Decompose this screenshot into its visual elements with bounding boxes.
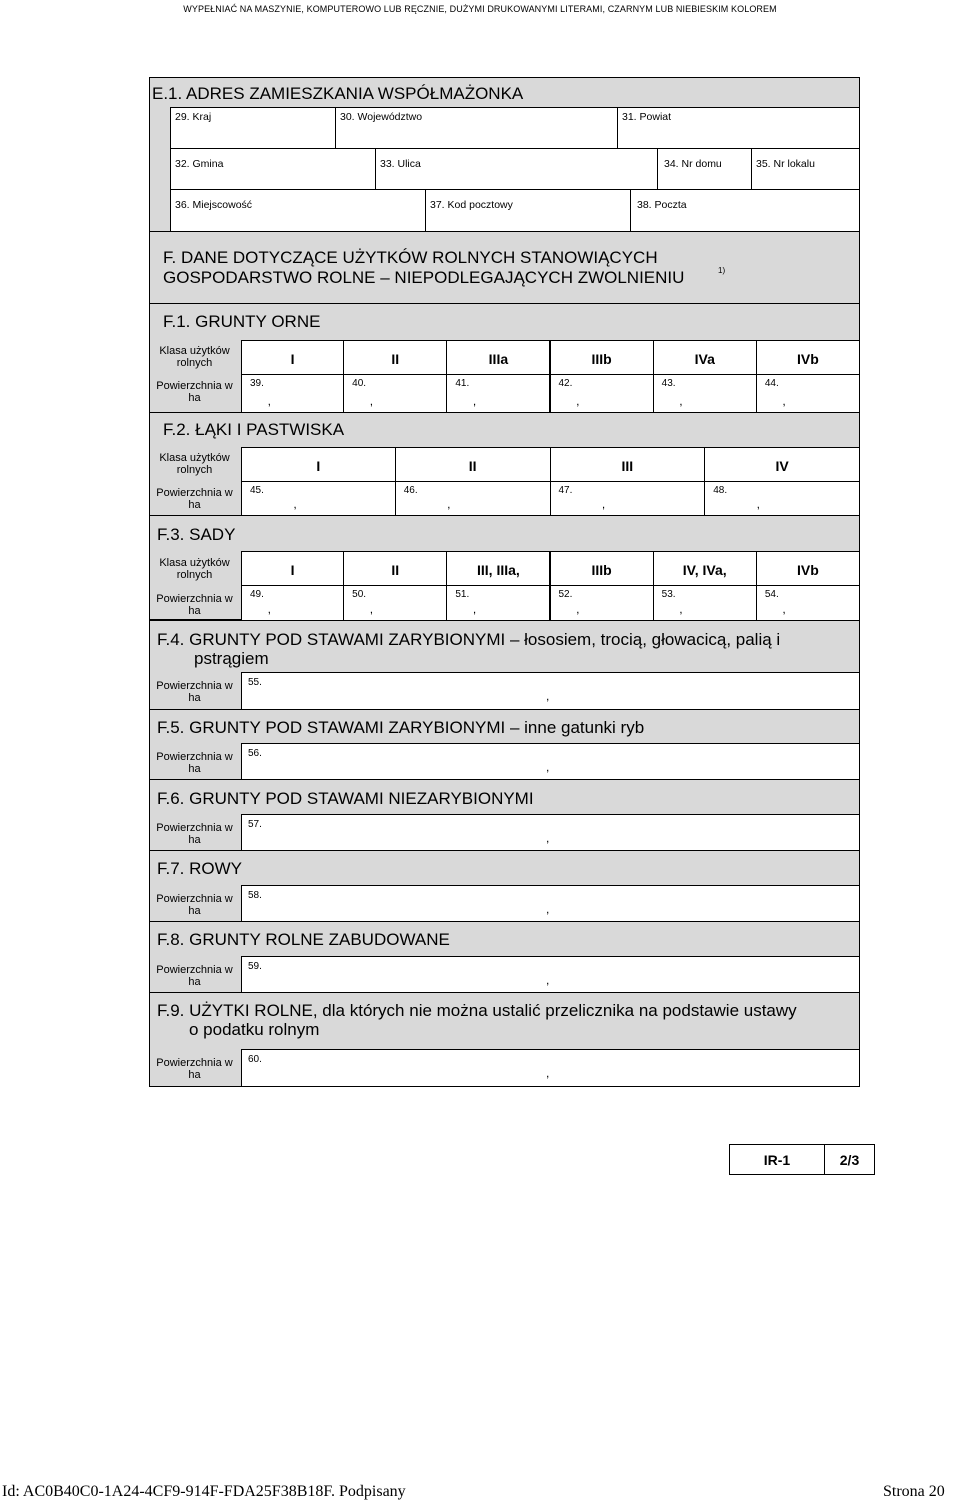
- f2-field-1[interactable]: [241, 481, 396, 516]
- decimal-comma: ,: [546, 902, 550, 916]
- decimal-comma: ,: [546, 1066, 550, 1080]
- powierzchnia-label: Powierzchnia w ha: [156, 822, 233, 846]
- f3-class-6: [756, 551, 860, 586]
- f1-class-4: [550, 340, 654, 375]
- field-number: 60.: [248, 1054, 262, 1065]
- section-f3-title: F.3. SADY: [157, 525, 236, 544]
- field-miejscowosc[interactable]: [170, 189, 426, 232]
- field-number: 39.: [250, 378, 264, 389]
- field-label: 38. Poczta: [637, 199, 687, 211]
- class-label: I: [316, 457, 321, 474]
- powierzchnia-label: Powierzchnia w ha: [156, 380, 233, 404]
- f1-field-2[interactable]: [343, 374, 447, 413]
- f3-class-4: [550, 551, 654, 586]
- f3-class-3: [446, 551, 550, 586]
- decimal-comma: ,: [782, 394, 786, 408]
- decimal-comma: ,: [447, 497, 451, 511]
- section-f8-title: F.8. GRUNTY ROLNE ZABUDOWANE: [157, 930, 450, 949]
- section-f9-title-line1: F.9. UŻYTKI ROLNE, dla których nie można ustalić przelicznika na podstawie ustawy: [157, 1001, 797, 1020]
- section-f4-title-line1: F.4. GRUNTY POD STAWAMI ZARYBIONYMI – łososiem, trocią, głowacicą, palią i: [157, 630, 781, 649]
- field-number: 43.: [661, 378, 676, 389]
- section-f-title-line1: F. DANE DOTYCZĄCE UŻYTKÓW ROLNYCH STANOWIĄCYCH: [163, 248, 658, 267]
- decimal-comma: ,: [546, 760, 550, 774]
- f3-class-1: [241, 551, 344, 586]
- field-number: 51.: [455, 589, 470, 600]
- section-f-title-line2: GOSPODARSTWO ROLNE – NIEPODLEGAJĄCYCH ZWOLNIENIU: [163, 268, 685, 287]
- klasa-label: Klasa użytków rolnych: [159, 557, 230, 581]
- field-number: 45.: [250, 485, 264, 496]
- field-number: 44.: [764, 378, 779, 389]
- field-number: 50.: [352, 589, 367, 600]
- field-kod-pocztowy[interactable]: [425, 189, 631, 232]
- powierzchnia-label: Powierzchnia w ha: [156, 487, 233, 511]
- section-f1-title: F.1. GRUNTY ORNE: [163, 312, 321, 331]
- decimal-comma: ,: [472, 602, 477, 616]
- f3-field-4[interactable]: [550, 585, 654, 621]
- decimal-comma: ,: [782, 602, 786, 616]
- class-label: I: [290, 561, 295, 578]
- decimal-comma: ,: [756, 497, 760, 511]
- field-label: 34. Nr domu: [664, 158, 722, 170]
- field-number: 58.: [248, 890, 262, 901]
- field-number: 56.: [248, 748, 262, 759]
- f2-field-3[interactable]: [550, 481, 706, 516]
- powierzchnia-label: Powierzchnia w ha: [156, 1057, 233, 1081]
- f1-class-3: [446, 340, 550, 375]
- f1-field-5[interactable]: [653, 374, 757, 413]
- class-label: IVa: [694, 350, 715, 367]
- field-gmina[interactable]: [170, 148, 376, 190]
- field-powiat[interactable]: [617, 107, 860, 149]
- decimal-comma: ,: [546, 831, 550, 845]
- field-number: 55.: [248, 677, 262, 688]
- f3-field-2[interactable]: [343, 585, 447, 621]
- field-number: 49.: [250, 589, 264, 600]
- section-f4-title-line2: pstrągiem: [194, 649, 269, 668]
- field-ulica[interactable]: [375, 148, 658, 190]
- section-f5-title: F.5. GRUNTY POD STAWAMI ZARYBIONYMI – inne gatunki ryb: [157, 718, 645, 737]
- f1-class-5: [653, 340, 757, 375]
- powierzchnia-label: Powierzchnia w ha: [156, 680, 233, 704]
- field-number: 47.: [558, 485, 573, 496]
- f3-field-5[interactable]: [653, 585, 757, 621]
- powierzchnia-label: Powierzchnia w ha: [156, 893, 233, 917]
- field-label: 29. Kraj: [175, 111, 212, 123]
- powierzchnia-label: Powierzchnia w ha: [156, 751, 233, 775]
- field-nr-lokalu[interactable]: [751, 148, 860, 190]
- section-f6-title: F.6. GRUNTY POD STAWAMI NIEZARYBIONYMI: [157, 789, 534, 808]
- field-number: 57.: [248, 819, 262, 830]
- f1-class-1: [241, 340, 344, 375]
- fill-instruction-note: WYPEŁNIAĆ NA MASZYNIE, KOMPUTEROWO LUB RĘCZNIE, DUŻYMI DRUKOWANYMI LITERAMI, CZARNYM LUB NIEBIESKIM KOLOREM: [183, 4, 777, 14]
- decimal-comma: ,: [601, 497, 606, 511]
- field-label: 37. Kod pocztowy: [430, 199, 513, 211]
- field-60[interactable]: [241, 1049, 860, 1087]
- field-label: 30. Województwo: [340, 111, 423, 123]
- field-number: 41.: [455, 378, 470, 389]
- field-57[interactable]: [241, 814, 860, 851]
- f3-class-5: [653, 551, 757, 586]
- class-label: IVb: [797, 350, 819, 367]
- powierzchnia-label: Powierzchnia w ha: [156, 593, 233, 617]
- f2-class-3: [550, 447, 706, 482]
- form-code: IR-1: [730, 1145, 825, 1174]
- field-number: 54.: [764, 589, 779, 600]
- field-label: 32. Gmina: [175, 158, 224, 170]
- field-number: 59.: [248, 961, 262, 972]
- f1-field-1[interactable]: [241, 374, 344, 413]
- decimal-comma: ,: [267, 394, 271, 408]
- field-number: 40.: [352, 378, 367, 389]
- footnote-ref: 1): [718, 266, 726, 275]
- decimal-comma: ,: [267, 602, 271, 616]
- f3-class-2: [343, 551, 447, 586]
- form-id-box: [729, 1144, 875, 1175]
- klasa-label: Klasa użytków rolnych: [159, 452, 230, 476]
- f2-class-4: [704, 447, 860, 482]
- decimal-comma: ,: [679, 394, 683, 408]
- f2-class-2: [395, 447, 551, 482]
- section-e1-title: E.1. ADRES ZAMIESZKANIA WSPÓŁMAŻONKA: [152, 84, 524, 103]
- section-f9-title-line2: o podatku rolnym: [189, 1020, 320, 1039]
- class-label: II: [391, 350, 400, 367]
- powierzchnia-label: Powierzchnia w ha: [156, 964, 233, 988]
- f2-field-2[interactable]: [395, 481, 551, 516]
- field-label: 36. Miejscowość: [175, 199, 253, 211]
- f1-field-4[interactable]: [550, 374, 654, 413]
- field-poczta[interactable]: [630, 189, 860, 232]
- section-f2-title: F.2. ŁĄKI I PASTWISKA: [163, 420, 345, 439]
- field-55[interactable]: [241, 672, 860, 710]
- f2-class-1: [241, 447, 396, 482]
- field-nr-domu[interactable]: [657, 148, 752, 190]
- field-number: 42.: [558, 378, 573, 389]
- field-58[interactable]: [241, 885, 860, 922]
- f1-field-6[interactable]: [756, 374, 860, 413]
- field-label: 31. Powiat: [622, 111, 672, 123]
- f1-class-2: [343, 340, 447, 375]
- field-number: 48.: [713, 485, 728, 496]
- field-wojewodztwo[interactable]: [335, 107, 618, 149]
- class-label: IIIa: [488, 350, 509, 367]
- class-label: IV, IVa,: [682, 561, 727, 578]
- decimal-comma: ,: [679, 602, 683, 616]
- decimal-comma: ,: [369, 602, 374, 616]
- decimal-comma: ,: [576, 602, 580, 616]
- f3-field-3[interactable]: [446, 585, 550, 621]
- f1-field-3[interactable]: [446, 374, 550, 413]
- class-label: II: [391, 561, 400, 578]
- field-59[interactable]: [241, 956, 860, 993]
- klasa-label: Klasa użytków rolnych: [159, 345, 230, 369]
- field-kraj[interactable]: [170, 107, 336, 149]
- f1-class-6: [756, 340, 860, 375]
- page-indicator: 2/3: [839, 1151, 860, 1168]
- class-label: IIIb: [591, 561, 612, 578]
- field-number: 53.: [661, 589, 676, 600]
- document-signature-id: Id: AC0B40C0-1A24-4CF9-914F-FDA25F38B18F. Podpisany: [2, 1483, 406, 1500]
- class-label: II: [468, 457, 477, 474]
- field-label: 35. Nr lokalu: [756, 158, 815, 170]
- section-f7-title: F.7. ROWY: [157, 859, 243, 878]
- class-label: IVb: [797, 561, 819, 578]
- decimal-comma: ,: [546, 973, 550, 987]
- class-label: III: [621, 457, 634, 474]
- class-label: I: [290, 350, 295, 367]
- field-number: 52.: [558, 589, 573, 600]
- field-56[interactable]: [241, 743, 860, 780]
- decimal-comma: ,: [293, 497, 297, 511]
- page-number: Strona 20: [883, 1483, 945, 1500]
- class-label: IV: [775, 457, 789, 474]
- class-label: IIIb: [591, 350, 612, 367]
- class-label: III, IIIa,: [477, 561, 520, 578]
- decimal-comma: ,: [576, 394, 580, 408]
- decimal-comma: ,: [546, 689, 550, 703]
- decimal-comma: ,: [472, 394, 477, 408]
- field-number: 46.: [403, 485, 418, 496]
- decimal-comma: ,: [369, 394, 374, 408]
- field-label: 33. Ulica: [380, 158, 421, 170]
- f3-field-6[interactable]: [756, 585, 860, 621]
- f2-field-4[interactable]: [704, 481, 860, 516]
- f3-field-1[interactable]: [241, 585, 344, 621]
